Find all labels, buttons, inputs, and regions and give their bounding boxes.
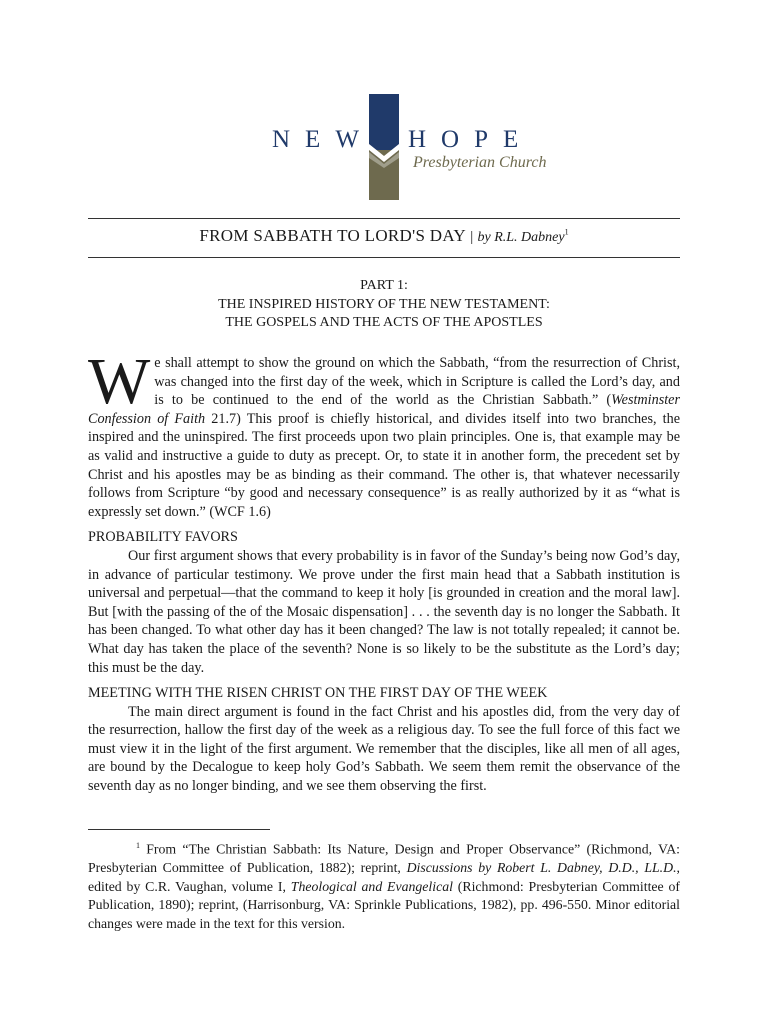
section-paragraph-meeting: The main direct argument is found in the fact Christ and his apostles did, from the very day of the resurrection, hallow the first day of the week as a religious day. To see the full force of this fact we must view it in the light of the first argument. We remember that the disciples, like all men of all ages, are bound by the Decalogue to keep holy God’s Sabbath. We seem them remit the observance of the seventh day as no longer binding, and we see them observing the first. [88,703,680,795]
footnote-italic-2: Theological and Evangelical [290,878,453,894]
footnote-rule [88,829,270,830]
document-title [88,226,680,246]
footnote-mark: 1 [136,841,140,850]
logo-subtitle: Presbyterian Church [413,154,547,171]
logo-word-hope: HOPE [408,126,534,153]
footnote-text-3: (Richmond: Presbyterian Committee of Publication, 1890); reprint, (Harrisonburg, VA: Sprinkle Publications, 1982), pp. 496-550. Minor editorial changes were made in the text for this version. [88,878,680,931]
logo-word-new: NEW [272,126,374,153]
title-footnote-ref: 1 [564,227,569,237]
section-heading-meeting: MEETING WITH THE RISEN CHRIST ON THE FIRST DAY OF THE WEEK [88,685,548,702]
intro-citation: Westminster Confession of Faith [88,392,680,427]
footnote-italic-1: Discussions by Robert L. Dabney, D.D., LL.D. [406,860,677,876]
section-heading-probability: PROBABILITY FAVORS [88,529,238,546]
part-heading [88,277,680,333]
title-separator: | [470,229,474,245]
footnote [88,837,680,934]
part-heading-line3: THE GOSPELS AND THE ACTS OF THE APOSTLES [225,315,543,330]
drop-cap: W [88,345,151,418]
section-paragraph-probability: Our first argument shows that every probability is in favor of the Sunday’s being now God’s day, in advance of particular testimony. We prove under the first main head that a Sabbath institution is universal and perpetual—that the command to keep it holy [is grounded in creation and the moral law]. But [with the passing of the of the Mosaic dispensation] . . . the seventh day is no longer the Sabbath. It has been changed. To what other day has it been changed? The law is not totally repealed; it cannot be. What day has taken the place of the seventh? None is so likely to be the substitute as the Lord’s day; this must be the day. [88,547,680,676]
intro-text-b: 21.7) This proof is chiefly historical, and divides itself into two branches, the inspired and the uninspired. The first proceeds upon two plain principles. One is, that example may be as valid and instructive a guide to duty as precept. Or, to state it in another form, the precedent set by Christ and his apostles may be as binding as their command. The other is, that whatever necessarily follows from Scripture “by good and necessary consequence” is as really authorized by it as “what is expressly set down.” (WCF 1.6) [88,410,680,520]
intro-text-a: e shall attempt to show the ground on which the Sabbath, “from the resurrection of Christ, was changed into the first day of the week, which in Scripture is called the Lord’s day, and is to be continued to the end of the world as the Christian Sabbath.” ( [154,355,680,409]
body-text [88,345,680,796]
header-bottom-rule [88,257,680,258]
header-top-rule [88,218,680,219]
title-byline: by R.L. Dabney [477,230,565,245]
footnote-text-2: , edited by C.R. Vaughan, volume I, [88,860,680,894]
part-heading-line1: PART 1: [360,278,408,293]
intro-paragraph [88,345,680,521]
church-logo [0,0,768,210]
title-text: FROM SABBATH TO LORD'S DAY [199,226,466,245]
footnote-text-1: From “The Christian Sabbath: Its Nature, Design and Proper Observance” (Richmond, VA: Presbyterian Committee of Publication, 1882); reprint, [88,841,680,876]
part-heading-line2: THE INSPIRED HISTORY OF THE NEW TESTAMENT: [218,296,550,312]
logo-mark-icon [0,0,768,210]
